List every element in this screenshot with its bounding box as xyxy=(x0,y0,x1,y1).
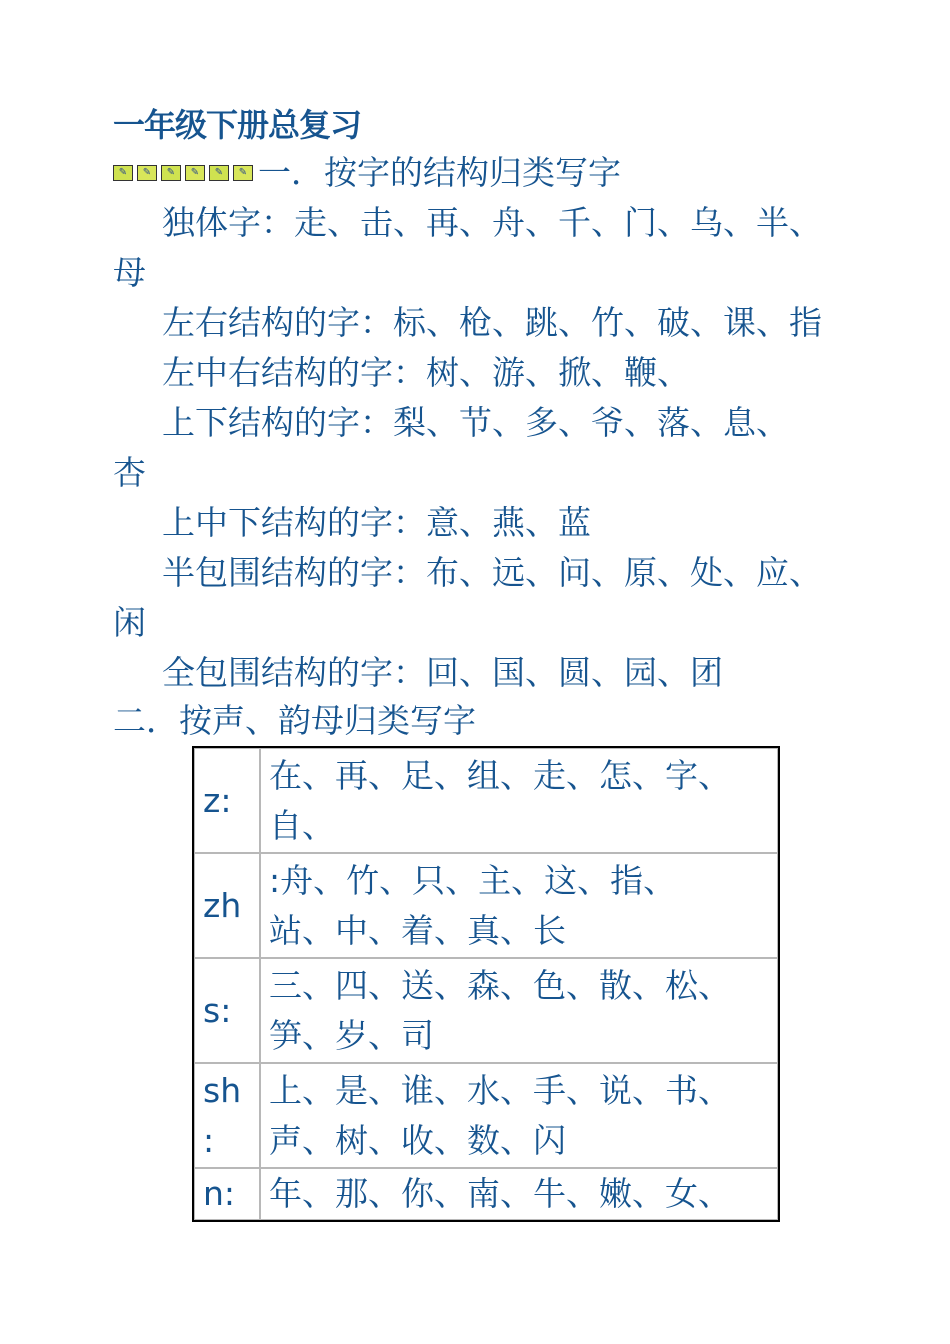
chars-cell xyxy=(260,1168,778,1220)
pencil-icon: ✎ xyxy=(209,165,229,181)
pencil-icon: ✎ xyxy=(113,165,133,181)
chars-cell xyxy=(260,958,778,1063)
pencil-icon: ✎ xyxy=(185,165,205,181)
table-row xyxy=(194,1063,778,1168)
decorative-icon-strip xyxy=(113,165,257,183)
chars-line: 自、 xyxy=(269,805,335,845)
chars-cell xyxy=(260,1063,778,1168)
pencil-icon: ✎ xyxy=(137,165,157,181)
shangxia-line: 上下结构的字：梨、节、多、爷、落、息、 xyxy=(162,403,789,442)
banbaowei-cont: 闲 xyxy=(113,603,146,642)
chars-line: 在、再、足、组、走、怎、字、 xyxy=(269,755,731,795)
chars-line: 年、那、你、南、牛、嫩、女、 xyxy=(269,1174,731,1213)
initial-line: sh xyxy=(203,1070,242,1110)
section2-heading: 二．按声、韵母归类写字 xyxy=(113,701,476,740)
dutizi-line: 独体字：走、击、再、舟、千、门、乌、半、 xyxy=(162,203,822,242)
initial-cell: z: xyxy=(194,748,260,853)
chars-line: 三、四、送、森、色、散、松、 xyxy=(269,965,731,1005)
chars-line: 声、树、收、数、闪 xyxy=(269,1120,566,1160)
initial-cell xyxy=(194,1063,260,1168)
initial-cell: n: xyxy=(194,1168,260,1220)
zuozhongyou-line: 左中右结构的字：树、游、掀、鞭、 xyxy=(162,353,690,392)
chars-line: 站、中、着、真、长 xyxy=(269,910,566,950)
initial-cell: s: xyxy=(194,958,260,1063)
table-row xyxy=(194,748,778,853)
pinyin-table xyxy=(192,746,780,1222)
initial-cell: zh xyxy=(194,853,260,958)
banbaowei-line: 半包围结构的字：布、远、问、原、处、应、 xyxy=(162,553,822,592)
table-row xyxy=(194,853,778,958)
table-row xyxy=(194,958,778,1063)
chars-cell xyxy=(260,748,778,853)
pencil-icon: ✎ xyxy=(233,165,253,181)
shangxia-cont: 杏 xyxy=(113,453,146,492)
table-row xyxy=(194,1168,778,1220)
chars-line: :舟、竹、只、主、这、指、 xyxy=(269,860,677,900)
page-title: 一年级下册总复习 xyxy=(113,106,362,144)
section1-heading: 一．按字的结构归类写字 xyxy=(258,153,621,192)
chars-line: 上、是、谁、水、手、说、书、 xyxy=(269,1070,731,1110)
chars-cell xyxy=(260,853,778,958)
zuoyou-line: 左右结构的字：标、枪、跳、竹、破、课、指 xyxy=(162,303,822,342)
pencil-icon: ✎ xyxy=(161,165,181,181)
initial-line: : xyxy=(203,1120,215,1160)
quanbaowei-line: 全包围结构的字：回、国、圆、园、团 xyxy=(162,653,723,692)
chars-line: 笋、岁、司 xyxy=(269,1015,434,1055)
shangzhongxia-line: 上中下结构的字：意、燕、蓝 xyxy=(162,503,591,542)
dutizi-cont: 母 xyxy=(113,253,146,292)
